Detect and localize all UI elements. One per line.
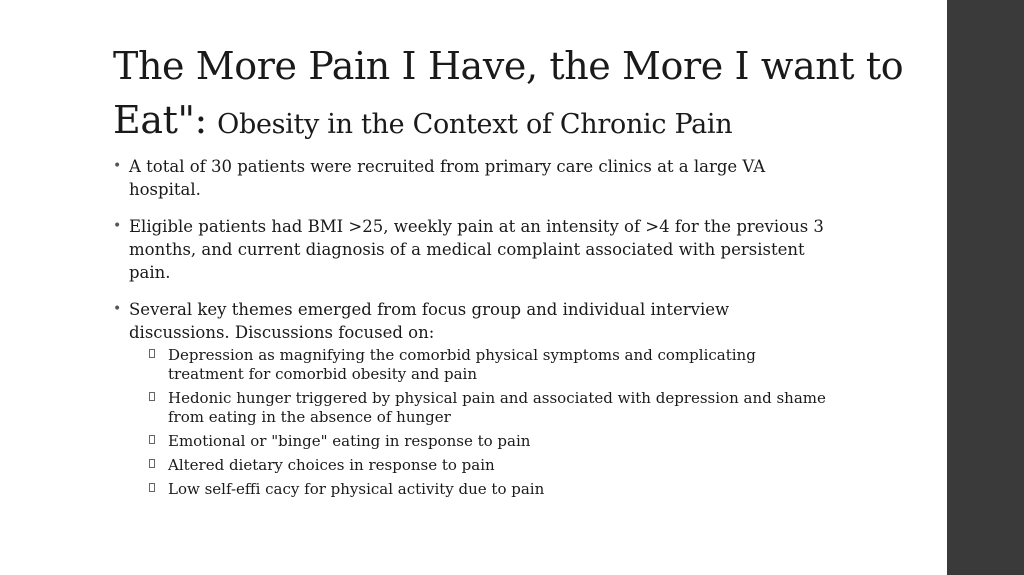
sub-bullet-text: Emotional or "binge" eating in response to pain	[168, 432, 531, 450]
bullet-text: Eligible patients had BMI >25, weekly pain at an intensity of >4 for the previous 3 months, and current diagnosis of a medical complaint associated with persistent pain.	[129, 217, 824, 282]
sub-bullet-item	[129, 346, 833, 384]
bullet-dot-icon: •	[113, 158, 122, 174]
box-bullet-icon	[149, 349, 155, 358]
sub-bullet-text: Low self-effi cacy for physical activity due to pain	[168, 480, 545, 498]
side-accent-bar	[947, 0, 1024, 575]
slide-title-main: The More Pain I Have, the More I want to Eat":	[113, 44, 904, 142]
box-bullet-icon	[149, 435, 155, 444]
sub-bullet-item	[129, 456, 833, 475]
bullet-dot-icon: •	[113, 218, 122, 234]
box-bullet-icon	[149, 483, 155, 492]
slide-title	[113, 40, 933, 151]
sub-bullet-text: Altered dietary choices in response to pain	[168, 456, 495, 474]
sub-bullet-item	[129, 432, 833, 451]
sub-bullet-list	[129, 346, 833, 499]
sub-bullet-item	[129, 389, 833, 427]
bullet-item	[113, 298, 833, 499]
sub-bullet-text: Depression as magnifying the comorbid physical symptoms and complicating treatment for comorbid obesity and pain	[168, 346, 756, 383]
bullet-item	[113, 155, 833, 201]
sub-bullet-item	[129, 480, 833, 499]
slide-content	[113, 155, 833, 513]
box-bullet-icon	[149, 392, 155, 401]
slide-title-sub: Obesity in the Context of Chronic Pain	[217, 109, 733, 140]
bullet-text: A total of 30 patients were recruited from primary care clinics at a large VA hospital.	[129, 157, 766, 199]
box-bullet-icon	[149, 459, 155, 468]
bullet-item	[113, 215, 833, 284]
bullet-text: Several key themes emerged from focus group and individual interview discussions. Discussions focused on:	[129, 300, 730, 342]
bullet-dot-icon: •	[113, 301, 122, 317]
sub-bullet-text: Hedonic hunger triggered by physical pain and associated with depression and shame from eating in the absence of hunger	[168, 389, 826, 426]
